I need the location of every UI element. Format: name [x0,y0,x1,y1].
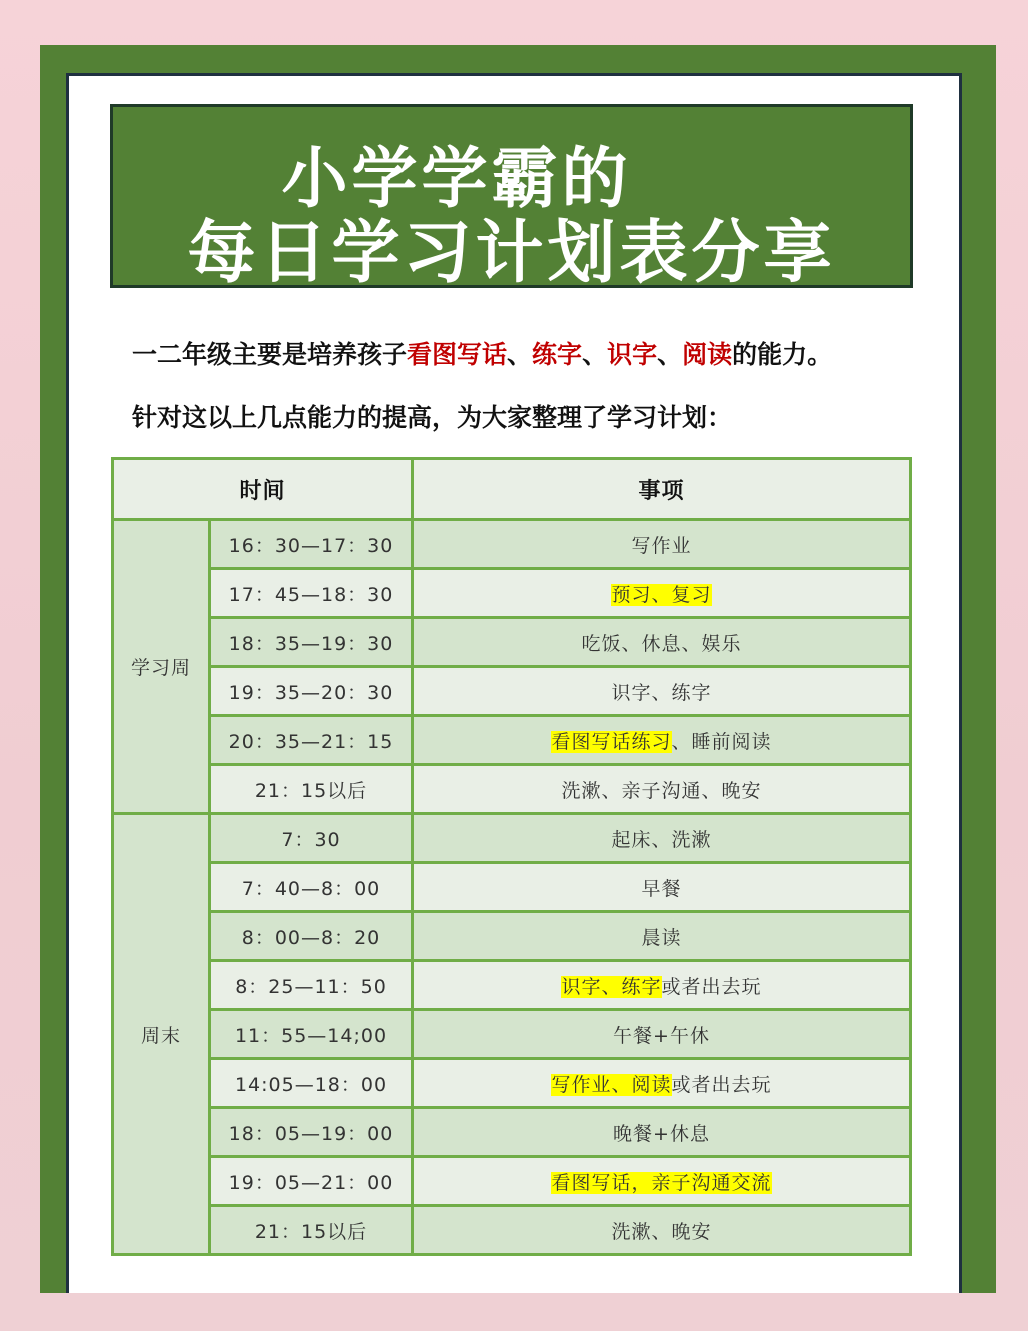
table-row [113,961,911,1010]
time-cell: 19：35—20：30 [210,667,413,716]
table-row [113,912,911,961]
item-cell [413,1157,911,1206]
highlighted-skill: 练字 [532,340,583,369]
highlighted-skill: 看图写话 [407,340,508,369]
item-cell [413,618,911,667]
time-cell: 21：15以后 [210,1206,413,1255]
table-row [113,863,911,912]
time-cell: 19：05—21：00 [210,1157,413,1206]
table-row [113,520,911,569]
item-cell [413,520,911,569]
intro-text: 、 [657,340,683,369]
intro-text: 一二年级主要是培养孩子 [132,340,408,369]
highlighted-text: 识字、练字 [561,975,662,998]
table-row [113,1059,911,1108]
item-cell [413,961,911,1010]
item-text: 晨读 [641,926,682,949]
time-cell: 20：35—21：15 [210,716,413,765]
item-text: 洗漱、晚安 [611,1220,712,1243]
time-cell: 7：40—8：00 [210,863,413,912]
time-cell: 18：35—19：30 [210,618,413,667]
time-cell: 18：05—19：00 [210,1108,413,1157]
highlighted-skill: 阅读 [682,340,733,369]
item-text: 吃饭、休息、娱乐 [581,632,742,655]
item-cell [413,1059,911,1108]
title-line-1: 小学学霸的 [281,140,632,217]
title-banner [110,104,913,293]
table-row [113,1206,911,1255]
item-cell [413,863,911,912]
item-text: 、睡前阅读 [671,730,772,753]
item-text: 洗漱、亲子沟通、晚安 [561,779,762,802]
table-row [113,716,911,765]
group-label: 周末 [113,814,210,1255]
table-row [113,1010,911,1059]
item-cell [413,1010,911,1059]
time-cell: 7：30 [210,814,413,863]
intro-text: 、 [582,340,608,369]
table-row [113,569,911,618]
title-line-2: 每日学习计划表分享 [187,214,836,293]
highlighted-text: 看图写话练习 [551,730,672,753]
intro-text: 、 [507,340,533,369]
item-text: 起床、洗漱 [611,828,712,851]
intro-line-1 [132,335,832,371]
table-row [113,667,911,716]
item-text: 早餐 [641,877,682,900]
table-row [113,1108,911,1157]
highlighted-text: 预习、复习 [611,583,712,606]
group-label: 学习周 [113,520,210,814]
time-cell: 16：30—17：30 [210,520,413,569]
item-cell [413,716,911,765]
table-row [113,618,911,667]
table-header-row [113,459,911,520]
item-cell [413,667,911,716]
item-cell [413,912,911,961]
intro-line-2: 针对这以上几点能力的提高，为大家整理了学习计划： [132,403,733,432]
item-text: 或者出去玩 [671,1073,772,1096]
highlighted-skill: 识字 [607,340,658,369]
item-cell [413,1108,911,1157]
item-cell [413,814,911,863]
header-time: 时间 [113,459,413,520]
item-text: 午餐+午休 [613,1024,710,1047]
table-row [113,814,911,863]
time-cell: 17：45—18：30 [210,569,413,618]
time-cell: 11：55—14;00 [210,1010,413,1059]
item-text: 识字、练字 [611,681,712,704]
table-row [113,1157,911,1206]
item-text: 晚餐+休息 [613,1122,710,1145]
time-cell: 14:05—18：00 [210,1059,413,1108]
time-cell: 21：15以后 [210,765,413,814]
time-cell: 8：00—8：20 [210,912,413,961]
item-cell [413,1206,911,1255]
item-text: 或者出去玩 [661,975,762,998]
schedule-table [111,457,912,1256]
item-text: 写作业 [631,534,692,557]
time-cell: 8：25—11：50 [210,961,413,1010]
highlighted-text: 写作业、阅读 [551,1073,672,1096]
item-cell [413,569,911,618]
intro-text: 的能力。 [732,340,833,369]
table-row [113,765,911,814]
header-item: 事项 [413,459,911,520]
item-cell [413,765,911,814]
highlighted-text: 看图写话，亲子沟通交流 [551,1171,772,1194]
